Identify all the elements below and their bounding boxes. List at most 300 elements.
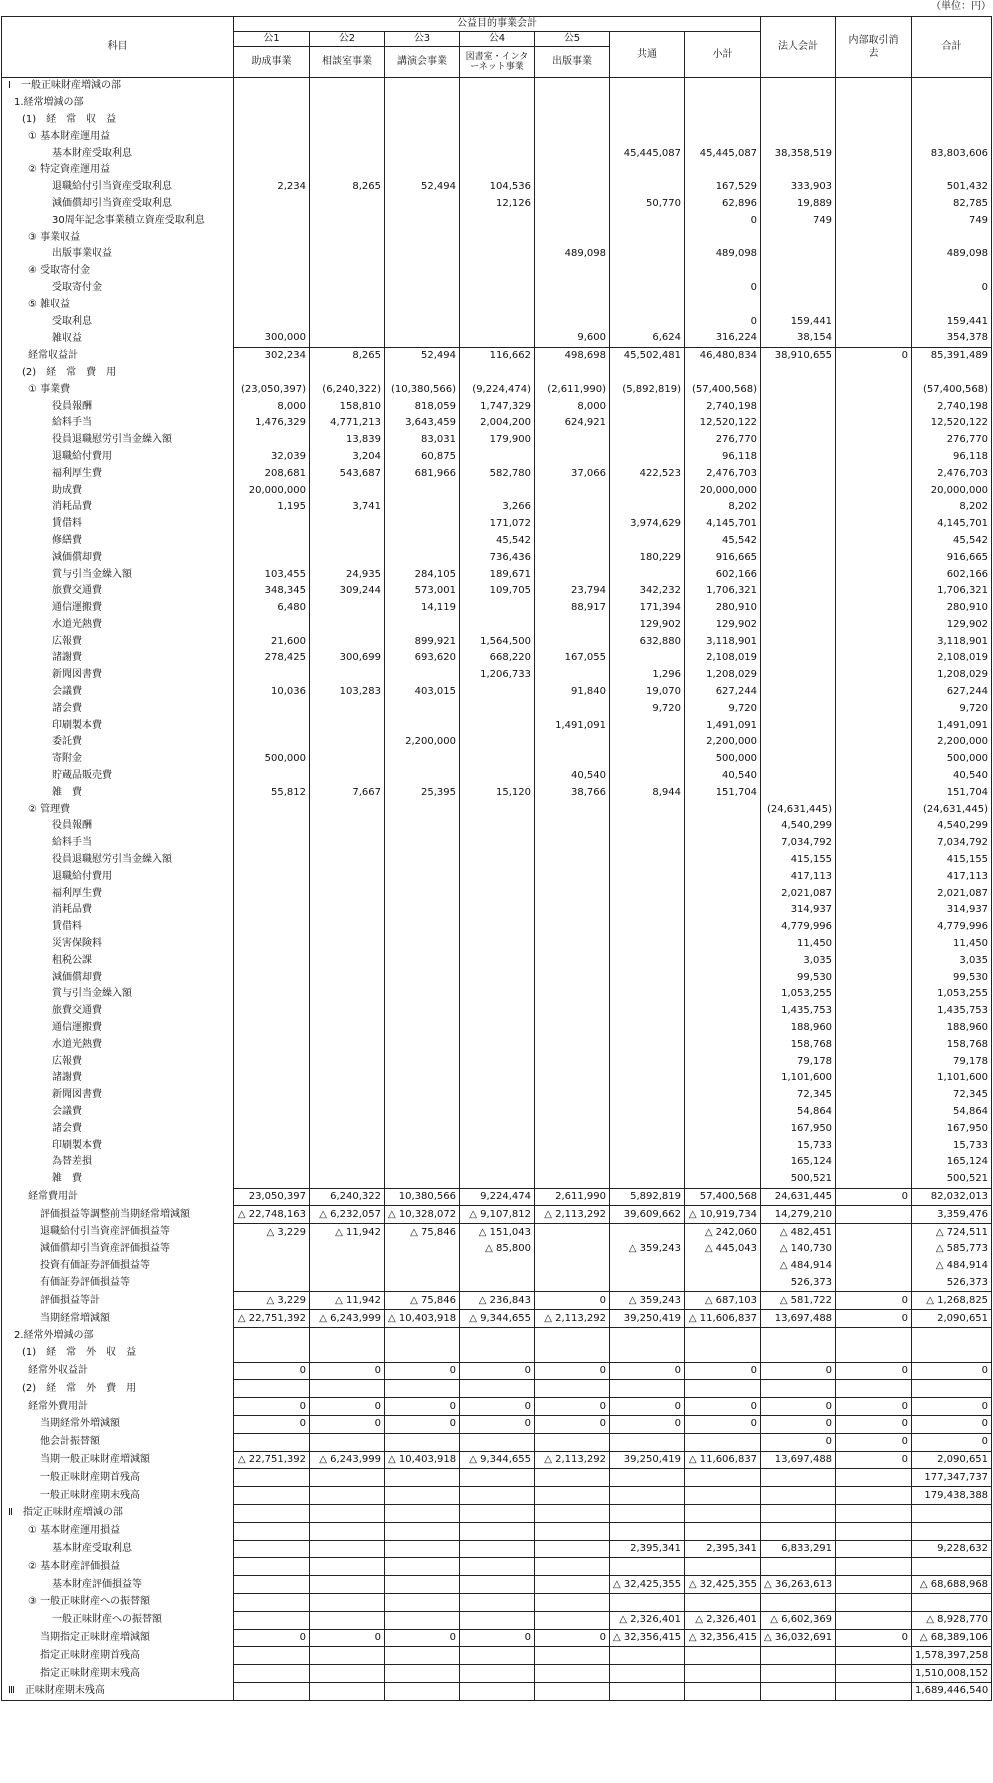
table-row xyxy=(2,179,992,196)
table-row xyxy=(2,1224,992,1241)
table-row xyxy=(2,1540,992,1558)
row-label: 印刷製本費 xyxy=(2,1137,234,1154)
value-cell xyxy=(610,650,685,667)
table-row xyxy=(2,1665,992,1683)
table-row xyxy=(2,1087,992,1104)
value-cell: 0 xyxy=(310,1629,385,1647)
value-cell xyxy=(310,1120,385,1137)
value-cell: 167,950 xyxy=(761,1120,836,1137)
value-cell xyxy=(836,969,912,986)
value-cell: 0 xyxy=(535,1362,610,1380)
business-header-5: 出版事業 xyxy=(535,47,610,78)
code-header-5: 公5 xyxy=(535,32,610,47)
value-cell xyxy=(460,969,535,986)
value-cell xyxy=(310,1275,385,1292)
value-cell: △ 36,032,691 xyxy=(761,1629,836,1647)
value-cell xyxy=(310,1682,385,1700)
value-cell xyxy=(234,1504,310,1522)
value-cell: 573,001 xyxy=(385,583,460,600)
value-cell: (10,380,566) xyxy=(385,381,460,398)
value-cell xyxy=(836,212,912,229)
value-cell: △ 9,107,812 xyxy=(460,1206,535,1224)
table-row xyxy=(2,852,992,869)
value-cell: 3,266 xyxy=(460,499,535,516)
value-cell xyxy=(836,1522,912,1540)
value-cell: 6,624 xyxy=(610,330,685,347)
value-cell: 8,944 xyxy=(610,784,685,801)
net-assets-statement-table xyxy=(1,16,992,1701)
value-cell xyxy=(610,296,685,313)
value-cell xyxy=(685,1665,761,1683)
row-label: 退職給付引当資産受取利息 xyxy=(2,179,234,196)
value-cell: 500,521 xyxy=(912,1171,992,1188)
value-cell: 749 xyxy=(761,212,836,229)
value-cell xyxy=(685,801,761,818)
value-cell xyxy=(234,1104,310,1121)
value-cell: 0 xyxy=(836,1398,912,1416)
value-cell xyxy=(310,617,385,634)
value-cell xyxy=(836,852,912,869)
value-cell xyxy=(836,128,912,145)
value-cell xyxy=(685,986,761,1003)
table-row xyxy=(2,1522,992,1540)
value-cell: 2,395,341 xyxy=(685,1540,761,1558)
value-cell xyxy=(610,533,685,550)
value-cell xyxy=(234,1558,310,1576)
value-cell xyxy=(385,280,460,297)
value-cell xyxy=(761,1647,836,1665)
value-cell xyxy=(385,986,460,1003)
value-cell xyxy=(535,1171,610,1188)
value-cell xyxy=(685,296,761,313)
value-cell xyxy=(761,751,836,768)
value-cell xyxy=(836,633,912,650)
value-cell xyxy=(460,1036,535,1053)
value-cell: 417,113 xyxy=(761,868,836,885)
row-label: 租税公課 xyxy=(2,952,234,969)
table-row xyxy=(2,398,992,415)
row-label: (2) 経 常 費 用 xyxy=(2,365,234,382)
value-cell xyxy=(234,1053,310,1070)
value-cell: △ 75,846 xyxy=(385,1292,460,1310)
value-cell xyxy=(836,902,912,919)
value-cell xyxy=(310,600,385,617)
value-cell xyxy=(836,1469,912,1487)
value-cell xyxy=(610,246,685,263)
value-cell: (9,224,474) xyxy=(460,381,535,398)
table-row xyxy=(2,902,992,919)
value-cell: 2,021,087 xyxy=(761,885,836,902)
table-row xyxy=(2,1120,992,1137)
value-cell xyxy=(234,196,310,213)
value-cell: 1,491,091 xyxy=(912,717,992,734)
value-cell: 167,055 xyxy=(535,650,610,667)
value-cell: 4,540,299 xyxy=(761,818,836,835)
row-label: 当期一般正味財産増減額 xyxy=(2,1451,234,1469)
value-cell xyxy=(460,1665,535,1683)
value-cell xyxy=(685,1682,761,1700)
row-label: 一般正味財産期末残高 xyxy=(2,1487,234,1505)
value-cell xyxy=(460,1345,535,1362)
value-cell: △ 11,942 xyxy=(310,1224,385,1241)
value-cell xyxy=(535,1327,610,1344)
value-cell xyxy=(460,1003,535,1020)
value-cell xyxy=(535,549,610,566)
value-cell xyxy=(310,95,385,112)
value-cell: 179,438,388 xyxy=(912,1487,992,1505)
value-cell xyxy=(836,1258,912,1275)
value-cell xyxy=(234,617,310,634)
value-cell xyxy=(460,700,535,717)
value-cell: △ 22,751,392 xyxy=(234,1451,310,1469)
value-cell xyxy=(385,78,460,95)
row-label: 役員報酬 xyxy=(2,398,234,415)
value-cell xyxy=(385,1171,460,1188)
value-cell xyxy=(460,1275,535,1292)
value-cell xyxy=(385,162,460,179)
value-cell xyxy=(685,112,761,129)
value-cell xyxy=(761,1504,836,1522)
value-cell xyxy=(836,986,912,1003)
value-cell xyxy=(836,162,912,179)
value-cell xyxy=(535,1504,610,1522)
value-cell xyxy=(836,1020,912,1037)
row-label: ② 基本財産評価損益 xyxy=(2,1558,234,1576)
value-cell: 40,540 xyxy=(685,768,761,785)
table-row xyxy=(2,1258,992,1275)
value-cell xyxy=(535,1345,610,1362)
value-cell: 40,540 xyxy=(912,768,992,785)
value-cell: △ 22,748,163 xyxy=(234,1206,310,1224)
value-cell: 300,699 xyxy=(310,650,385,667)
value-cell: 9,224,474 xyxy=(460,1188,535,1206)
value-cell xyxy=(310,1380,385,1398)
value-cell: 85,391,489 xyxy=(912,347,992,364)
value-cell: 171,072 xyxy=(460,516,535,533)
value-cell xyxy=(761,1593,836,1611)
value-cell xyxy=(535,128,610,145)
value-cell xyxy=(310,1345,385,1362)
value-cell xyxy=(234,1469,310,1487)
value-cell xyxy=(685,1380,761,1398)
value-cell xyxy=(836,1241,912,1258)
row-label: 賞与引当金繰入額 xyxy=(2,566,234,583)
value-cell xyxy=(685,1258,761,1275)
value-cell: 7,667 xyxy=(310,784,385,801)
table-row xyxy=(2,1558,992,1576)
value-cell xyxy=(836,1593,912,1611)
value-cell: 188,960 xyxy=(912,1020,992,1037)
table-row xyxy=(2,449,992,466)
value-cell xyxy=(610,95,685,112)
value-cell xyxy=(912,1327,992,1344)
value-cell xyxy=(610,415,685,432)
value-cell xyxy=(685,835,761,852)
value-cell: 9,228,632 xyxy=(912,1540,992,1558)
value-cell xyxy=(836,313,912,330)
value-cell: 1,435,753 xyxy=(761,1003,836,1020)
value-cell: △ 36,263,613 xyxy=(761,1576,836,1594)
value-cell: 8,202 xyxy=(912,499,992,516)
value-cell xyxy=(761,617,836,634)
value-cell xyxy=(234,1137,310,1154)
value-cell xyxy=(912,1558,992,1576)
value-cell xyxy=(836,1345,912,1362)
value-cell xyxy=(385,1154,460,1171)
value-cell: 6,240,322 xyxy=(310,1188,385,1206)
table-row xyxy=(2,885,992,902)
value-cell xyxy=(610,919,685,936)
value-cell xyxy=(610,1104,685,1121)
table-row xyxy=(2,516,992,533)
value-cell xyxy=(310,1087,385,1104)
value-cell xyxy=(836,449,912,466)
row-label: 他会計振替額 xyxy=(2,1433,234,1451)
value-cell: △ 151,043 xyxy=(460,1224,535,1241)
row-label: 減価償却引当資産評価損益等 xyxy=(2,1241,234,1258)
value-cell: 501,432 xyxy=(912,179,992,196)
value-cell xyxy=(761,465,836,482)
row-label: 寄附金 xyxy=(2,751,234,768)
value-cell xyxy=(761,1380,836,1398)
value-cell xyxy=(385,246,460,263)
value-cell xyxy=(761,734,836,751)
value-cell xyxy=(761,566,836,583)
value-cell xyxy=(460,229,535,246)
value-cell xyxy=(836,583,912,600)
value-cell: 129,902 xyxy=(685,617,761,634)
value-cell: 25,395 xyxy=(385,784,460,801)
row-label: 退職給付費用 xyxy=(2,868,234,885)
value-cell xyxy=(460,1327,535,1344)
value-cell xyxy=(535,365,610,382)
value-cell: 38,154 xyxy=(761,330,836,347)
value-cell: 82,785 xyxy=(912,196,992,213)
value-cell xyxy=(836,600,912,617)
value-cell xyxy=(385,1003,460,1020)
value-cell xyxy=(610,1469,685,1487)
value-cell xyxy=(310,246,385,263)
value-cell xyxy=(234,78,310,95)
value-cell: △ 32,356,415 xyxy=(685,1629,761,1647)
table-row xyxy=(2,1188,992,1206)
value-cell xyxy=(836,717,912,734)
value-cell: △ 482,451 xyxy=(761,1224,836,1241)
value-cell xyxy=(912,263,992,280)
value-cell xyxy=(685,1469,761,1487)
business-header-4 xyxy=(460,47,535,78)
value-cell: 0 xyxy=(912,1398,992,1416)
value-cell xyxy=(685,936,761,953)
value-cell xyxy=(535,145,610,162)
row-label: 評価損益等調整前当期経常増減額 xyxy=(2,1206,234,1224)
value-cell xyxy=(234,818,310,835)
value-cell xyxy=(685,1087,761,1104)
value-cell xyxy=(610,885,685,902)
value-cell: △ 3,229 xyxy=(234,1292,310,1310)
table-row xyxy=(2,1415,992,1433)
value-cell xyxy=(610,212,685,229)
table-row xyxy=(2,1398,992,1416)
value-cell xyxy=(460,768,535,785)
row-label: 指定正味財産期首残高 xyxy=(2,1647,234,1665)
value-cell xyxy=(234,919,310,936)
value-cell: △ 445,043 xyxy=(685,1241,761,1258)
value-cell xyxy=(836,1487,912,1505)
value-cell xyxy=(310,1137,385,1154)
value-cell xyxy=(535,499,610,516)
value-cell: △ 2,113,292 xyxy=(535,1451,610,1469)
value-cell: 348,345 xyxy=(234,583,310,600)
table-row xyxy=(2,1137,992,1154)
value-cell xyxy=(234,700,310,717)
table-row xyxy=(2,1327,992,1344)
value-cell xyxy=(535,835,610,852)
value-cell xyxy=(460,449,535,466)
value-cell xyxy=(385,128,460,145)
value-cell xyxy=(912,1593,992,1611)
value-cell xyxy=(234,1593,310,1611)
table-row xyxy=(2,1345,992,1362)
value-cell: 129,902 xyxy=(912,617,992,634)
value-cell xyxy=(385,1036,460,1053)
value-cell: 284,105 xyxy=(385,566,460,583)
value-cell: 632,880 xyxy=(610,633,685,650)
value-cell: 177,347,737 xyxy=(912,1469,992,1487)
code-header-3: 公3 xyxy=(385,32,460,47)
value-cell: 15,120 xyxy=(460,784,535,801)
value-cell xyxy=(460,330,535,347)
row-label: 会議費 xyxy=(2,1104,234,1121)
value-cell: 0 xyxy=(385,1398,460,1416)
row-label: 2.経常外増減の部 xyxy=(2,1327,234,1344)
value-cell: 6,833,291 xyxy=(761,1540,836,1558)
value-cell xyxy=(610,1070,685,1087)
value-cell: 1,491,091 xyxy=(535,717,610,734)
table-row xyxy=(2,212,992,229)
subtotal-header: 小計 xyxy=(685,32,761,78)
table-row xyxy=(2,1310,992,1328)
value-cell xyxy=(460,1433,535,1451)
value-cell: △ 10,919,734 xyxy=(685,1206,761,1224)
value-cell xyxy=(310,768,385,785)
row-label: 退職給付引当資産評価損益等 xyxy=(2,1224,234,1241)
table-row xyxy=(2,1504,992,1522)
value-cell xyxy=(460,902,535,919)
table-row xyxy=(2,229,992,246)
value-cell: 82,032,013 xyxy=(912,1188,992,1206)
value-cell xyxy=(836,734,912,751)
row-label: ① 事業費 xyxy=(2,381,234,398)
row-label: 役員報酬 xyxy=(2,818,234,835)
value-cell: 165,124 xyxy=(761,1154,836,1171)
value-cell xyxy=(610,902,685,919)
value-cell xyxy=(535,1275,610,1292)
value-cell: 151,704 xyxy=(912,784,992,801)
value-cell xyxy=(460,1258,535,1275)
value-cell xyxy=(610,1504,685,1522)
table-row xyxy=(2,986,992,1003)
value-cell xyxy=(310,296,385,313)
value-cell xyxy=(535,112,610,129)
value-cell xyxy=(535,818,610,835)
value-cell: 23,050,397 xyxy=(234,1188,310,1206)
value-cell: 500,000 xyxy=(234,751,310,768)
value-cell xyxy=(610,1154,685,1171)
value-cell: 0 xyxy=(535,1415,610,1433)
value-cell xyxy=(310,280,385,297)
value-cell xyxy=(610,936,685,953)
value-cell xyxy=(535,902,610,919)
value-cell xyxy=(610,868,685,885)
value-cell: 0 xyxy=(836,1415,912,1433)
row-label: 委託費 xyxy=(2,734,234,751)
value-cell xyxy=(234,280,310,297)
value-cell xyxy=(761,533,836,550)
value-cell xyxy=(610,1087,685,1104)
value-cell xyxy=(385,902,460,919)
value-cell: 498,698 xyxy=(535,347,610,364)
row-label: Ⅲ 正味財産期末残高 xyxy=(2,1682,234,1700)
value-cell xyxy=(385,229,460,246)
table-row xyxy=(2,1003,992,1020)
value-cell xyxy=(535,1611,610,1629)
table-row xyxy=(2,95,992,112)
value-cell: △ 2,326,401 xyxy=(610,1611,685,1629)
value-cell xyxy=(836,835,912,852)
value-cell: 0 xyxy=(310,1398,385,1416)
value-cell: 103,283 xyxy=(310,684,385,701)
value-cell xyxy=(610,751,685,768)
table-row xyxy=(2,1469,992,1487)
value-cell xyxy=(460,852,535,869)
value-cell: △ 140,730 xyxy=(761,1241,836,1258)
row-label: 雑 費 xyxy=(2,784,234,801)
value-cell xyxy=(535,1154,610,1171)
value-cell: 40,540 xyxy=(535,768,610,785)
value-cell: 278,425 xyxy=(234,650,310,667)
value-cell: 1,476,329 xyxy=(234,415,310,432)
elimination-header xyxy=(836,17,912,78)
value-cell: 180,229 xyxy=(610,549,685,566)
table-row xyxy=(2,1433,992,1451)
row-label: ③ 一般正味財産への振替額 xyxy=(2,1593,234,1611)
table-row xyxy=(2,1241,992,1258)
value-cell xyxy=(234,533,310,550)
value-cell xyxy=(385,919,460,936)
value-cell xyxy=(836,432,912,449)
value-cell xyxy=(460,1576,535,1594)
value-cell xyxy=(310,1487,385,1505)
value-cell: 24,935 xyxy=(310,566,385,583)
value-cell: 736,436 xyxy=(460,549,535,566)
value-cell xyxy=(460,313,535,330)
value-cell xyxy=(385,768,460,785)
value-cell xyxy=(310,516,385,533)
table-row xyxy=(2,313,992,330)
value-cell: △ 32,356,415 xyxy=(610,1629,685,1647)
value-cell xyxy=(310,365,385,382)
value-cell xyxy=(385,1020,460,1037)
value-cell xyxy=(460,986,535,1003)
value-cell xyxy=(310,633,385,650)
value-cell: 52,494 xyxy=(385,347,460,364)
table-row xyxy=(2,263,992,280)
value-cell xyxy=(385,1647,460,1665)
value-cell xyxy=(836,1036,912,1053)
value-cell: 0 xyxy=(610,1415,685,1433)
value-cell xyxy=(535,700,610,717)
